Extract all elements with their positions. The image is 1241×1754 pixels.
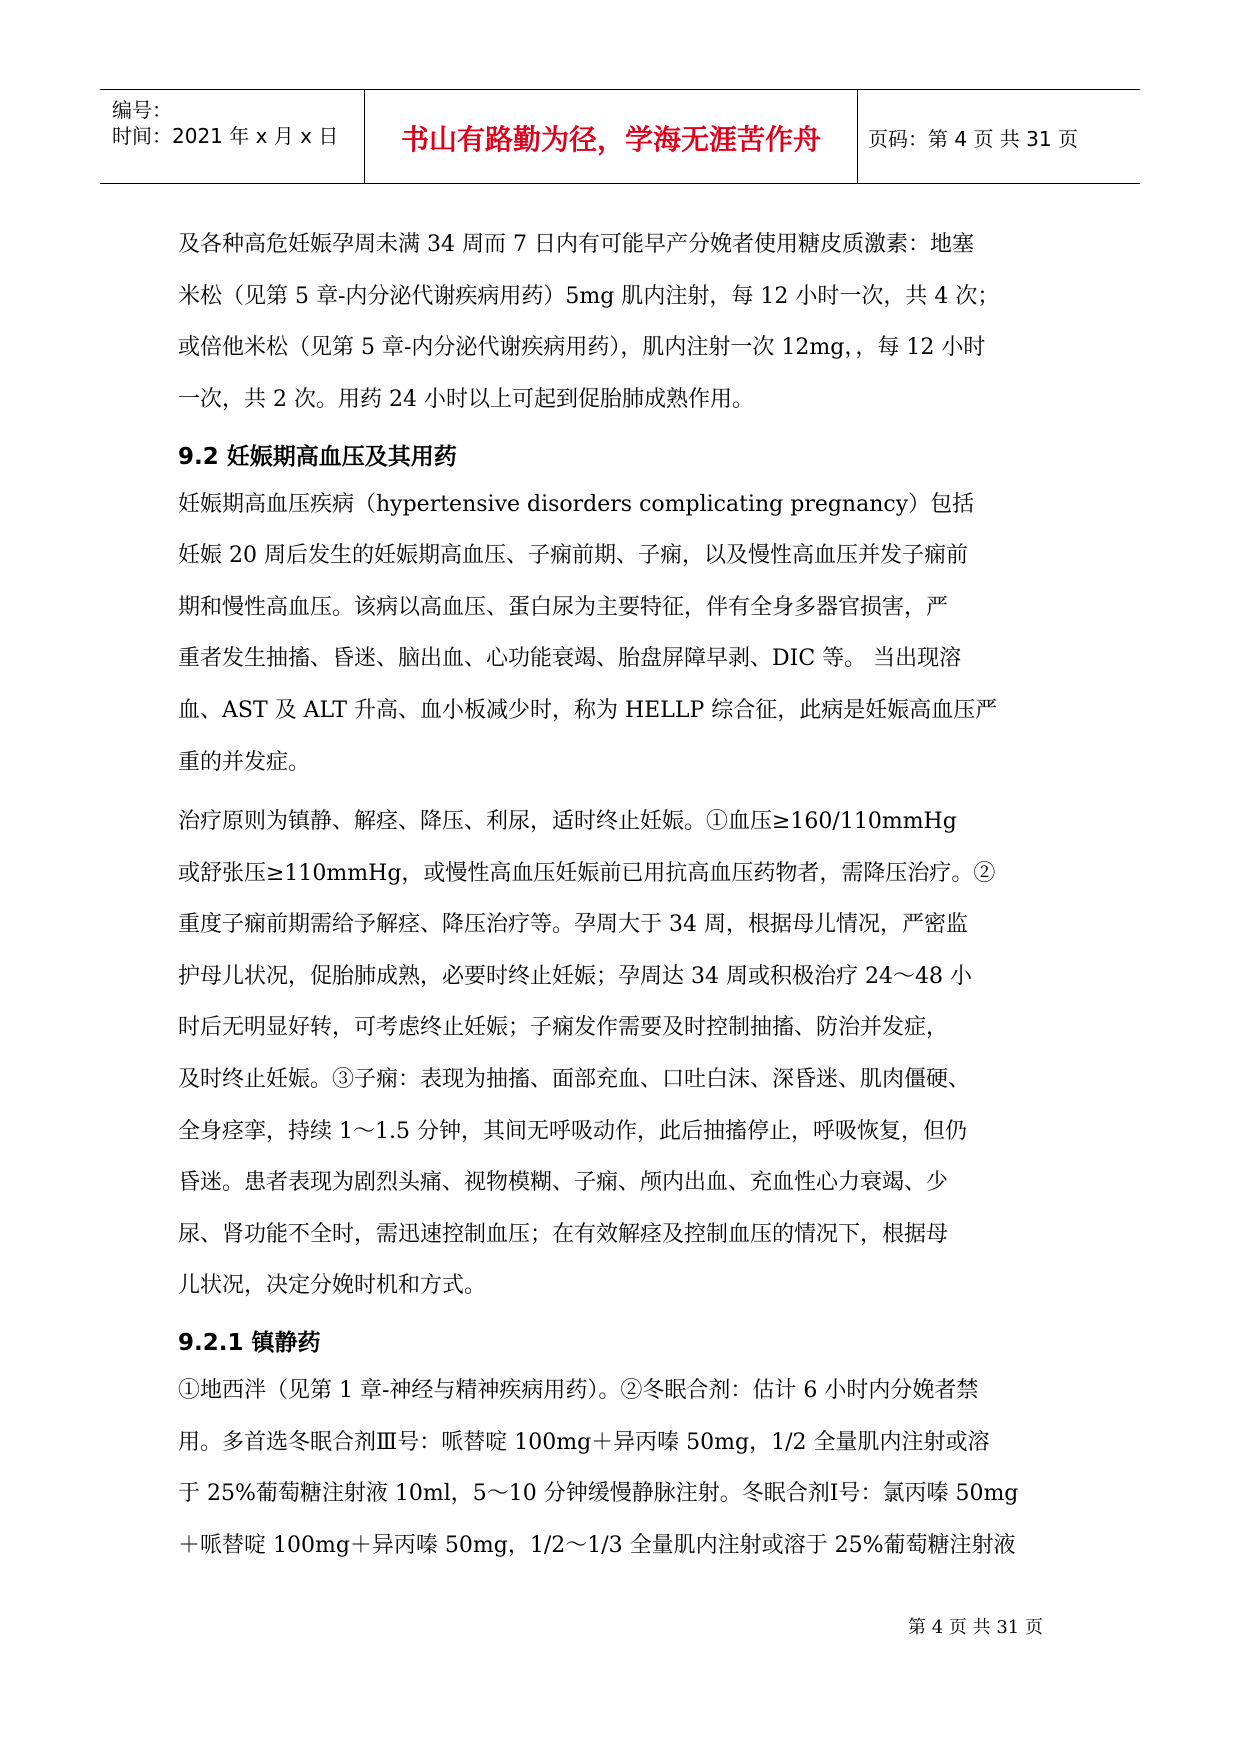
paragraph-1-line: 米松（见第 5 章-内分泌代谢疾病用药）5mg 肌内注射，每 12 小时一次，共 4 次；	[178, 284, 1000, 309]
page-header	[100, 89, 1140, 184]
document-time-label: 时间：2021 年 x 月 x 日	[112, 124, 339, 148]
section-heading-9-2-1: 9.2.1 镇静药	[178, 1330, 321, 1356]
paragraph-3-line: 或舒张压≥110mmHg，或慢性高血压妊娠前已用抗高血压药物者，需降压治疗。②	[178, 861, 996, 886]
header-motto: 书山有路勤为径，学海无涯苦作舟	[400, 123, 821, 156]
document-number-label: 编号：	[112, 98, 172, 122]
header-page-cell	[858, 90, 1140, 183]
paragraph-3-line: 昏迷。患者表现为剧烈头痛、视物模糊、子痫、颅内出血、充血性心力衰竭、少	[178, 1170, 949, 1195]
header-meta-cell	[100, 90, 364, 183]
paragraph-2-line: 血、AST 及 ALT 升高、血小板减少时，称为 HELLP 综合征，此病是妊娠高血压严	[178, 698, 998, 723]
paragraph-2-line: 妊娠 20 周后发生的妊娠期高血压、子痫前期、子痫，以及慢性高血压并发子痫前	[178, 543, 968, 568]
paragraph-1-line: 或倍他米松（见第 5 章-内分泌代谢疾病用药），肌内注射一次 12mg，，每 12 小时	[178, 335, 986, 360]
paragraph-3-line: 时后无明显好转，可考虑终止妊娠；子痫发作需要及时控制抽搐、防治并发症，	[178, 1015, 949, 1040]
page-footer-number: 第 4 页 共 31 页	[908, 1617, 1043, 1638]
paragraph-2-line: 重者发生抽搐、昏迷、脑出血、心功能衰竭、胎盘屏障早剥、DIC 等。 当出现溶	[178, 646, 962, 671]
paragraph-2-line: 期和慢性高血压。该病以高血压、蛋白尿为主要特征，伴有全身多器官损害，严	[178, 595, 949, 620]
paragraph-3-line: 治疗原则为镇静、解痉、降压、利尿，适时终止妊娠。①血压≥160/110mmHg	[178, 809, 957, 834]
header-page-info: 页码：第 4 页 共 31 页	[868, 127, 1078, 151]
paragraph-4-line: 用。多首选冬眠合剂Ⅲ号：哌替啶 100mg＋异丙嗪 50mg，1/2 全量肌内注射或溶	[178, 1430, 990, 1455]
paragraph-3-line: 及时终止妊娠。③子痫：表现为抽搐、面部充血、口吐白沫、深昏迷、肌肉僵硬、	[178, 1067, 971, 1092]
paragraph-3-line: 儿状况，决定分娩时机和方式。	[178, 1273, 487, 1298]
paragraph-3-line: 尿、肾功能不全时，需迅速控制血压；在有效解痉及控制血压的情况下，根据母	[178, 1222, 949, 1247]
paragraph-2-line: 重的并发症。	[178, 750, 311, 775]
paragraph-3-line: 重度子痫前期需给予解痉、降压治疗等。孕周大于 34 周，根据母儿情况，严密监	[178, 912, 968, 937]
section-heading-9-2: 9.2 妊娠期高血压及其用药	[178, 444, 457, 470]
header-motto-cell	[364, 90, 858, 183]
paragraph-2-line: 妊娠期高血压疾病（hypertensive disorders complicating pregnancy）包括	[178, 492, 975, 517]
paragraph-4-line: ①地西泮（见第 1 章-神经与精神疾病用药）。②冬眠合剂：估计 6 小时内分娩者禁	[178, 1378, 979, 1403]
paragraph-3-line: 护母儿状况，促胎肺成熟，必要时终止妊娠；孕周达 34 周或积极治疗 24～48 小	[178, 964, 972, 989]
paragraph-3-line: 全身痉挛，持续 1～1.5 分钟，其间无呼吸动作，此后抽搐停止，呼吸恢复，但仍	[178, 1119, 967, 1144]
paragraph-1-line: 及各种高危妊娠孕周未满 34 周而 7 日内有可能早产分娩者使用糖皮质激素：地塞	[178, 232, 974, 257]
paragraph-4-line: ＋哌替啶 100mg＋异丙嗪 50mg，1/2～1/3 全量肌内注射或溶于 25%葡萄糖注射液	[178, 1533, 1016, 1558]
paragraph-4-line: 于 25%葡萄糖注射液 10ml，5～10 分钟缓慢静脉注射。冬眠合剂Ⅰ号：氯丙嗪 50mg	[178, 1481, 1019, 1506]
paragraph-1-line: 一次，共 2 次。用药 24 小时以上可起到促胎肺成熟作用。	[178, 387, 754, 412]
